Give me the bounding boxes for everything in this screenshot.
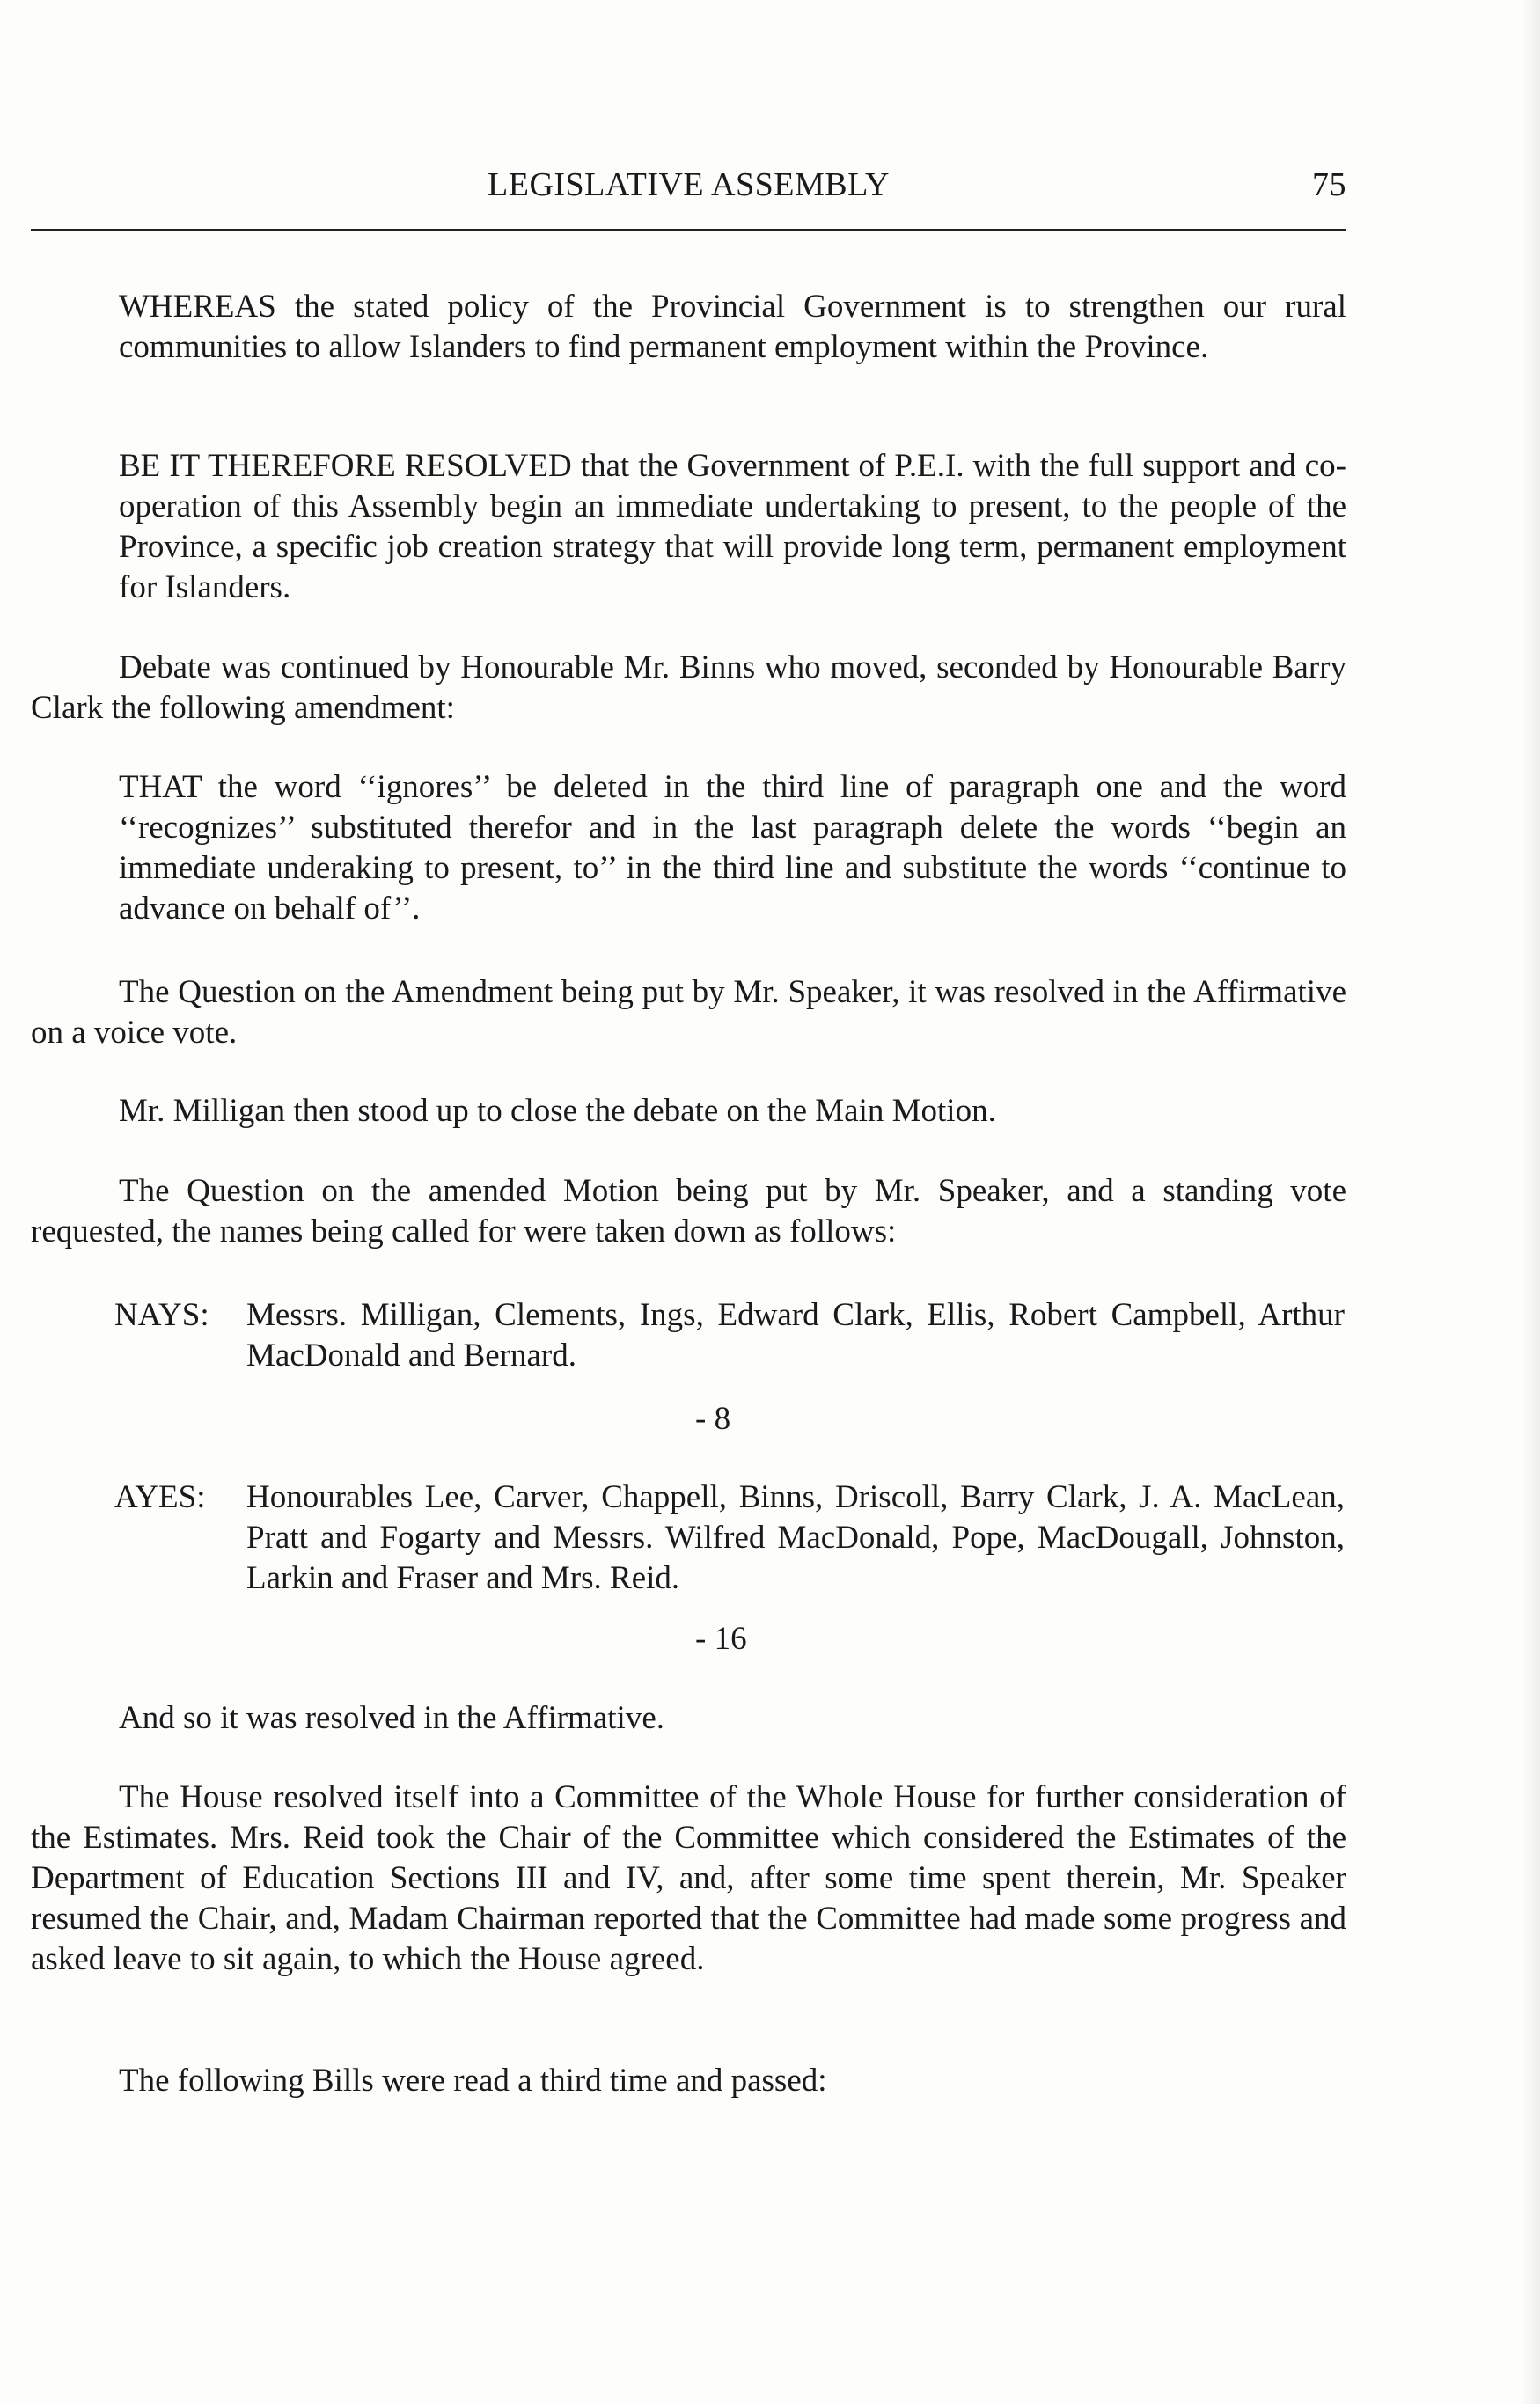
resolved-paragraph: BE IT THEREFORE RESOLVED that the Government of P.E.I. with the full support and co-operation of this Assembly begin an immediate undertaking to present, to the people of the Province, a specific job creation strategy that will provide long term, permanent employment for Islanders. bbox=[119, 448, 1346, 605]
whereas-paragraph: WHEREAS the stated policy of the Provincial Government is to strengthen our rural communities to allow Islanders to find permanent employment within the Province. bbox=[119, 289, 1346, 365]
nays-names: Messrs. Milligan, Clements, Ings, Edward Clark, Ellis, Robert Campbell, Arthur MacDonald and Bernard. bbox=[246, 1297, 1345, 1374]
resolved-affirmative-paragraph: And so it was resolved in the Affirmative. bbox=[119, 1700, 664, 1736]
nays-label: NAYS: bbox=[114, 1297, 209, 1333]
amendment-paragraph: THAT the word ‘‘ignores’’ be deleted in the third line of paragraph one and the word ‘‘recognizes’’ substituted therefor and in the last paragraph delete the words ‘‘begin an immediate underaking to present, to’’ in the third line and substitute the words ‘‘continue to advance on behalf of’’. bbox=[119, 769, 1346, 927]
header-title: LEGISLATIVE ASSEMBLY bbox=[488, 166, 890, 203]
question-amended-paragraph: The Question on the amended Motion being put by Mr. Speaker, and a standing vote requested, the names being called for were taken down as follows: bbox=[31, 1173, 1346, 1250]
page-number: 75 bbox=[1312, 166, 1346, 203]
ayes-vote bbox=[114, 1477, 1346, 1599]
debate-paragraph: Debate was continued by Honourable Mr. Binns who moved, seconded by Honourable Barry Clark the following amendment: bbox=[31, 649, 1346, 726]
ayes-names: Honourables Lee, Carver, Chappell, Binns, Driscoll, Barry Clark, J. A. MacLean, Pratt and Fogarty and Messrs. Wilfred MacDonald, Pope, MacDougall, Johnston, Larkin and Fraser and Mrs. Reid. bbox=[246, 1479, 1345, 1596]
milligan-paragraph: Mr. Milligan then stood up to close the debate on the Main Motion. bbox=[119, 1093, 996, 1129]
committee-paragraph: The House resolved itself into a Committee of the Whole House for further consideration of the Estimates. Mrs. Reid took the Chair of the Committee which considered the Estimates of the Department of Education Sections III and IV, and, after some time spent therein, Mr. Speaker resumed the Chair, and, Madam Chairman reported that the Committee had made some progress and asked leave to sit again, to which the House agreed. bbox=[31, 1779, 1346, 1977]
page-header bbox=[31, 165, 1346, 211]
ayes-label: AYES: bbox=[114, 1479, 206, 1515]
ayes-tally: - 16 bbox=[695, 1621, 747, 1657]
header-rule bbox=[31, 229, 1346, 231]
bills-paragraph: The following Bills were read a third time and passed: bbox=[119, 2063, 827, 2099]
nays-vote bbox=[114, 1295, 1346, 1376]
question-amendment-paragraph: The Question on the Amendment being put by Mr. Speaker, it was resolved in the Affirmative on a voice vote. bbox=[31, 974, 1346, 1051]
nays-tally: - 8 bbox=[695, 1401, 731, 1437]
page-edge-shadow bbox=[1521, 0, 1540, 2404]
